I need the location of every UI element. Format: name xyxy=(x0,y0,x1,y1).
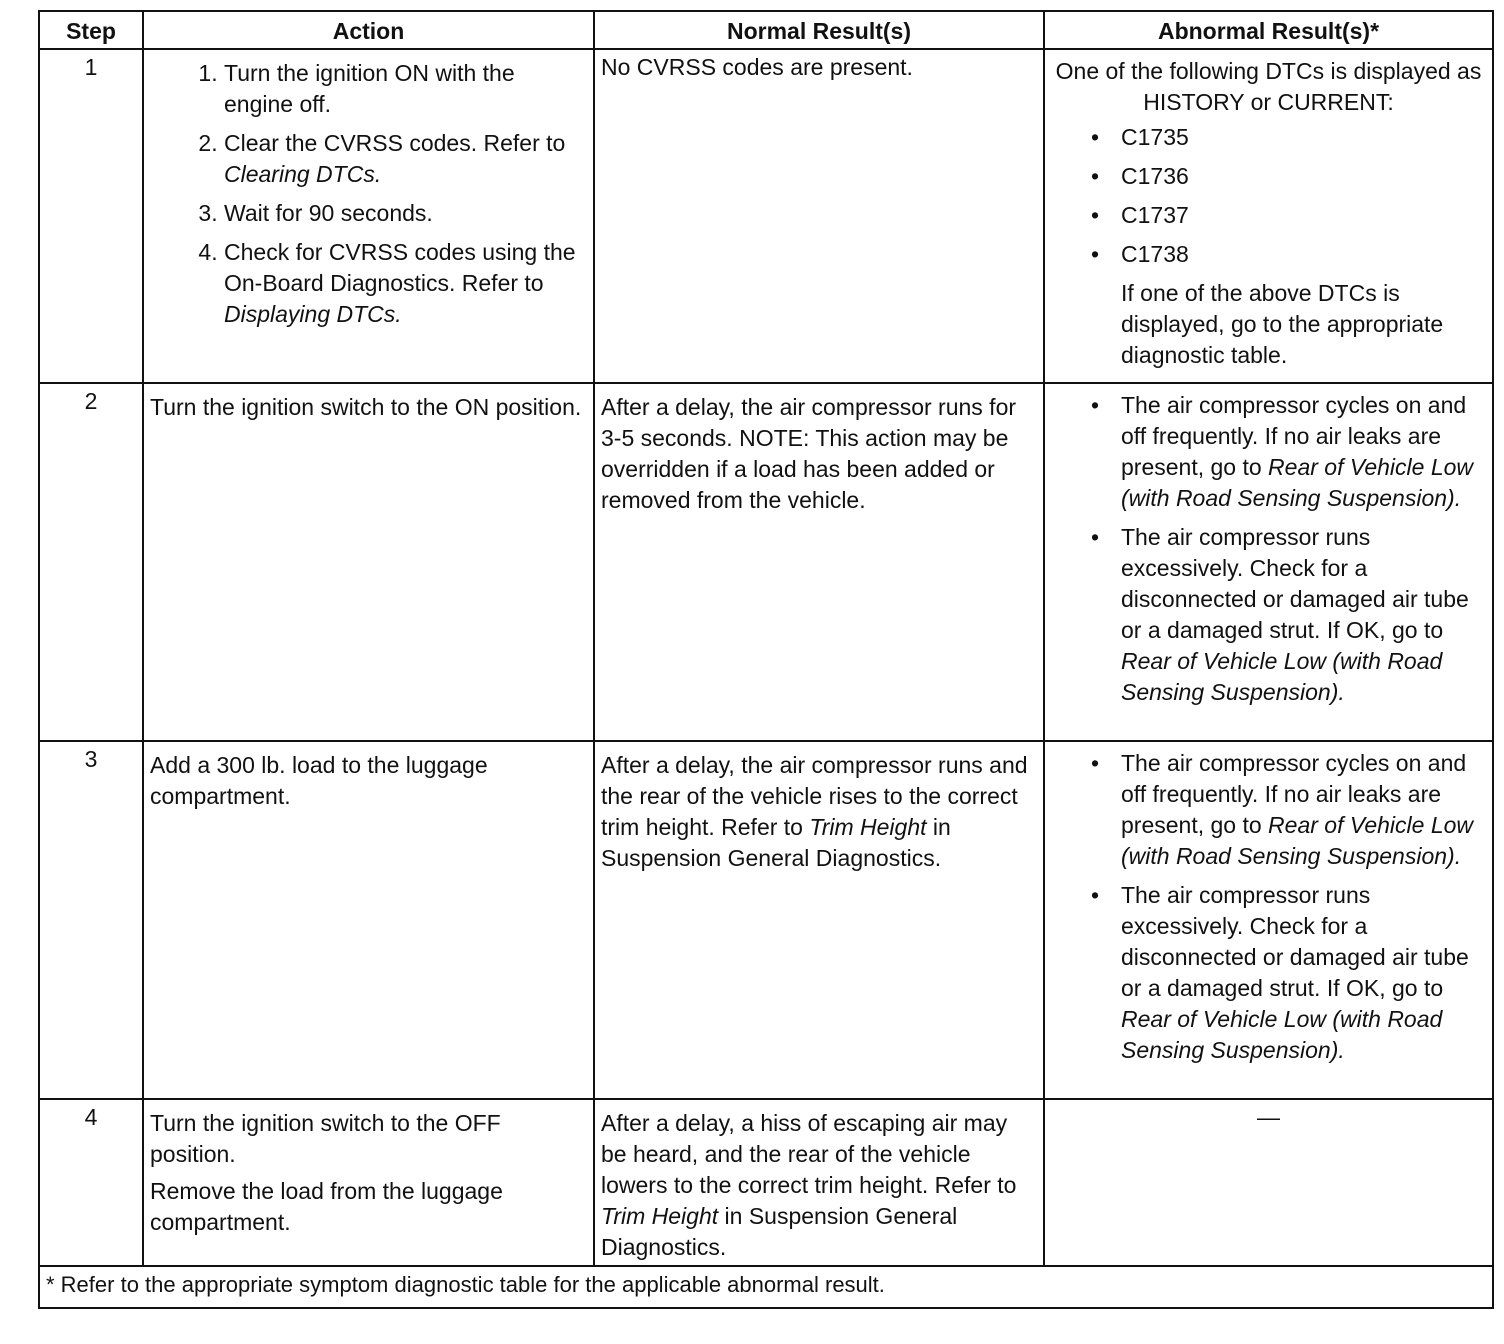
reference-link: Rear of Vehicle Low (with Road Sensing Suspension). xyxy=(1121,648,1443,705)
action-cell: Turn the ignition switch to the OFF position. Remove the load from the luggage compartment. xyxy=(143,1099,594,1266)
table-row xyxy=(39,383,1493,741)
footnote-row xyxy=(39,1266,1493,1308)
header-normal-results: Normal Result(s) xyxy=(594,11,1044,49)
normal-result-cell: After a delay, the air compressor runs and the rear of the vehicle rises to the correct trim height. Refer to Trim Height in Suspension General Diagnostics. xyxy=(594,741,1044,1099)
reference-link: Displaying DTCs. xyxy=(224,301,402,327)
header-action: Action xyxy=(143,11,594,49)
dtc-code: • C1737 xyxy=(1121,200,1486,231)
reference-link: Trim Height xyxy=(601,1203,719,1229)
table-row xyxy=(39,741,1493,1099)
footnote: * Refer to the appropriate symptom diagnostic table for the applicable abnormal result. xyxy=(39,1266,1493,1308)
abnormal-item: • The air compressor runs excessively. Check for a disconnected or damaged air tube or a damaged strut. If OK, go to Rear of Vehicle Low (with Road Sensing Suspension). xyxy=(1121,880,1486,1066)
action-cell: Add a 300 lb. load to the luggage compartment. xyxy=(143,741,594,1099)
action-step: 4. Check for CVRSS codes using the On-Board Diagnostics. Refer to Displaying DTCs. xyxy=(224,237,587,330)
dtc-list xyxy=(1051,122,1486,270)
dtc-note: If one of the above DTCs is displayed, go to the appropriate diagnostic table. xyxy=(1121,280,1444,368)
abnormal-result-cell xyxy=(1044,49,1493,383)
action-steps xyxy=(150,58,587,330)
diagnostic-table xyxy=(38,10,1494,1309)
table-row xyxy=(39,49,1493,383)
action-step: 3. Wait for 90 seconds. xyxy=(224,198,587,229)
reference-link: Rear of Vehicle Low (with Road Sensing Suspension). xyxy=(1121,812,1474,869)
reference-link: Rear of Vehicle Low (with Road Sensing Suspension). xyxy=(1121,454,1474,511)
abnormal-result-cell xyxy=(1044,741,1493,1099)
dtc-intro: One of the following DTCs is displayed as HISTORY or CURRENT: xyxy=(1055,58,1482,115)
step-number: 3 xyxy=(39,741,143,1099)
normal-result-cell: After a delay, a hiss of escaping air may be heard, and the rear of the vehicle lowers to the correct trim height. Refer to Trim Height in Suspension General Diagnostics. xyxy=(594,1099,1044,1266)
normal-result-cell: After a delay, the air compressor runs for 3-5 seconds. NOTE: This action may be overridden if a load has been added or removed from the vehicle. xyxy=(594,383,1044,741)
abnormal-result-cell xyxy=(1044,383,1493,741)
header-row xyxy=(39,11,1493,49)
abnormal-item: • The air compressor cycles on and off frequently. If no air leaks are present, go to Rear of Vehicle Low (with Road Sensing Suspension). xyxy=(1121,390,1486,514)
abnormal-list xyxy=(1051,748,1486,1066)
abnormal-list xyxy=(1051,390,1486,708)
step-number: 1 xyxy=(39,49,143,383)
abnormal-result-cell: — xyxy=(1044,1099,1493,1266)
header-abnormal-results: Abnormal Result(s)* xyxy=(1044,11,1493,49)
table-row xyxy=(39,1099,1493,1266)
step-number: 4 xyxy=(39,1099,143,1266)
abnormal-item: • The air compressor runs excessively. Check for a disconnected or damaged air tube or a damaged strut. If OK, go to Rear of Vehicle Low (with Road Sensing Suspension). xyxy=(1121,522,1486,708)
normal-result-cell: No CVRSS codes are present. xyxy=(594,49,1044,383)
reference-link: Clearing DTCs. xyxy=(224,161,382,187)
action-cell: Turn the ignition switch to the ON position. xyxy=(143,383,594,741)
dtc-code: • C1738 xyxy=(1121,239,1486,270)
header-step: Step xyxy=(39,11,143,49)
dtc-code: • C1735 xyxy=(1121,122,1486,153)
action-cell xyxy=(143,49,594,383)
action-step: 1. Turn the ignition ON with the engine off. xyxy=(224,58,587,120)
dtc-code: • C1736 xyxy=(1121,161,1486,192)
action-step: 2. Clear the CVRSS codes. Refer to Clearing DTCs. xyxy=(224,128,587,190)
step-number: 2 xyxy=(39,383,143,741)
reference-link: Rear of Vehicle Low (with Road Sensing Suspension). xyxy=(1121,1006,1443,1063)
reference-link: Trim Height xyxy=(809,814,927,840)
abnormal-item: • The air compressor cycles on and off frequently. If no air leaks are present, go to Rear of Vehicle Low (with Road Sensing Suspension). xyxy=(1121,748,1486,872)
